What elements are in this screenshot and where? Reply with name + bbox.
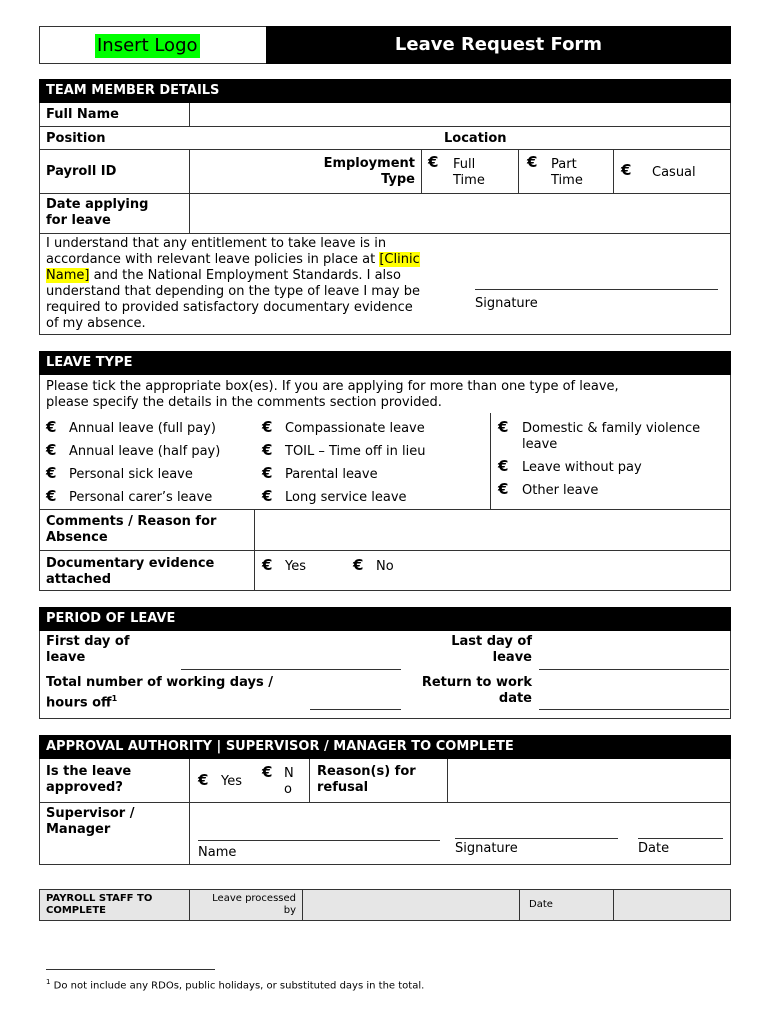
approved-yes-option[interactable]: € Yes bbox=[198, 771, 242, 789]
approval-heading: APPROVAL AUTHORITY | SUPERVISOR / MANAGER TO COMPLETE bbox=[39, 735, 731, 759]
euro-checkbox-icon: € bbox=[262, 763, 273, 781]
team-heading: TEAM MEMBER DETAILS bbox=[39, 79, 731, 103]
euro-checkbox-icon: € bbox=[262, 418, 273, 436]
approved-no-option[interactable]: € N o bbox=[262, 763, 294, 797]
refusal-label: Reason(s) for refusal bbox=[317, 764, 416, 795]
euro-checkbox-icon: € bbox=[262, 487, 273, 505]
last-day-field[interactable] bbox=[539, 669, 729, 670]
leave-option-compassionate[interactable]: € Compassionate leave bbox=[262, 418, 425, 436]
euro-checkbox-icon[interactable]: € bbox=[621, 161, 632, 179]
refusal-field[interactable] bbox=[448, 760, 730, 801]
leave-option-dfv[interactable]: € Domestic & family violence leave bbox=[498, 418, 701, 452]
evidence-label: Documentary evidence attached bbox=[46, 556, 215, 587]
euro-checkbox-icon: € bbox=[46, 418, 57, 436]
euro-checkbox-icon: € bbox=[262, 464, 273, 482]
supervisor-name-label: Name bbox=[198, 845, 237, 860]
date-applying-label: Date applying for leave bbox=[46, 197, 149, 228]
leave-instructions: Please tick the appropriate box(es). If you are applying for more than one type of leave, please specify the details in the comments section provided. bbox=[46, 379, 619, 410]
logo-placeholder: Insert Logo bbox=[97, 35, 198, 56]
supervisor-label: Supervisor / Manager bbox=[46, 806, 135, 837]
supervisor-signature-label: Signature bbox=[455, 841, 518, 856]
leave-option-carers[interactable]: € Personal carer’s leave bbox=[46, 487, 213, 505]
leave-option-sick[interactable]: € Personal sick leave bbox=[46, 464, 193, 482]
euro-checkbox-icon: € bbox=[498, 480, 509, 498]
payroll-date-field[interactable] bbox=[614, 890, 730, 920]
euro-checkbox-icon: € bbox=[46, 441, 57, 459]
evidence-no-option[interactable]: € No bbox=[353, 556, 394, 574]
euro-checkbox-icon: € bbox=[198, 771, 209, 789]
supervisor-name-field[interactable] bbox=[198, 840, 440, 841]
last-day-label: Last day of leave bbox=[451, 634, 532, 665]
position-label: Position bbox=[46, 131, 106, 146]
return-date-label: Return to work date bbox=[421, 675, 532, 706]
euro-checkbox-icon: € bbox=[262, 556, 273, 574]
leave-option-long-service[interactable]: € Long service leave bbox=[262, 487, 407, 505]
footnote: $^1$ Do not include any RDOs, public holidays, or substituted days in the total. bbox=[46, 978, 425, 992]
signature-label: Signature bbox=[475, 296, 538, 311]
supervisor-date-label: Date bbox=[638, 841, 670, 856]
payroll-id-label: Payroll ID bbox=[46, 164, 117, 179]
location-label: Location bbox=[444, 131, 507, 146]
payroll-date-label: Date bbox=[529, 899, 553, 910]
full-name-label: Full Name bbox=[46, 107, 119, 122]
leave-option-other[interactable]: € Other leave bbox=[498, 480, 599, 498]
euro-checkbox-icon: € bbox=[46, 464, 57, 482]
comments-field[interactable] bbox=[255, 510, 730, 549]
euro-checkbox-icon[interactable]: € bbox=[527, 153, 538, 171]
euro-checkbox-icon: € bbox=[46, 487, 57, 505]
euro-checkbox-icon: € bbox=[498, 457, 509, 475]
supervisor-date-field[interactable] bbox=[638, 838, 723, 839]
full-name-field[interactable] bbox=[190, 104, 730, 126]
entitlement-statement: I understand that any entitlement to take leave is in accordance with relevant leave policies in place at [Clinic Name] and the National Employment Standards. I also understand that depending on the type of leave I may be required to provided satisfactory documentary evidence of my absence. bbox=[46, 236, 420, 331]
leave-option-annual-half[interactable]: € Annual leave (half pay) bbox=[46, 441, 221, 459]
first-day-field[interactable] bbox=[181, 669, 401, 670]
approved-label: Is the leave approved? bbox=[46, 764, 132, 795]
processed-by-label: Leave processed by bbox=[212, 893, 296, 916]
signature-line[interactable] bbox=[475, 289, 718, 290]
euro-checkbox-icon[interactable]: € bbox=[428, 153, 439, 171]
leave-option-annual-full[interactable]: € Annual leave (full pay) bbox=[46, 418, 216, 436]
evidence-yes-option[interactable]: € Yes bbox=[262, 556, 306, 574]
payroll-id-field[interactable] bbox=[190, 150, 310, 192]
total-days-label: Total number of working days / hours off$^1$ bbox=[46, 675, 273, 711]
return-date-field[interactable] bbox=[539, 709, 729, 710]
comments-label: Comments / Reason for Absence bbox=[46, 514, 217, 545]
first-day-label: First day of leave bbox=[46, 634, 130, 665]
employment-type-label: Employment Type bbox=[323, 156, 415, 187]
form-title: Leave Request Form bbox=[394, 34, 603, 55]
processed-by-field[interactable] bbox=[303, 890, 518, 920]
total-days-field[interactable] bbox=[310, 709, 401, 710]
euro-checkbox-icon: € bbox=[353, 556, 364, 574]
supervisor-signature-field[interactable] bbox=[455, 838, 618, 839]
euro-checkbox-icon: € bbox=[498, 418, 509, 436]
leave-option-without-pay[interactable]: € Leave without pay bbox=[498, 457, 642, 475]
footnote-rule bbox=[46, 969, 215, 970]
euro-checkbox-icon: € bbox=[262, 441, 273, 459]
leave-option-parental[interactable]: € Parental leave bbox=[262, 464, 378, 482]
leave-option-toil[interactable]: € TOIL – Time off in lieu bbox=[262, 441, 426, 459]
date-applying-field[interactable] bbox=[190, 194, 730, 232]
payroll-label: PAYROLL STAFF TO COMPLETE bbox=[46, 893, 153, 916]
period-heading: PERIOD OF LEAVE bbox=[39, 607, 731, 631]
leave-type-heading: LEAVE TYPE bbox=[39, 351, 731, 375]
